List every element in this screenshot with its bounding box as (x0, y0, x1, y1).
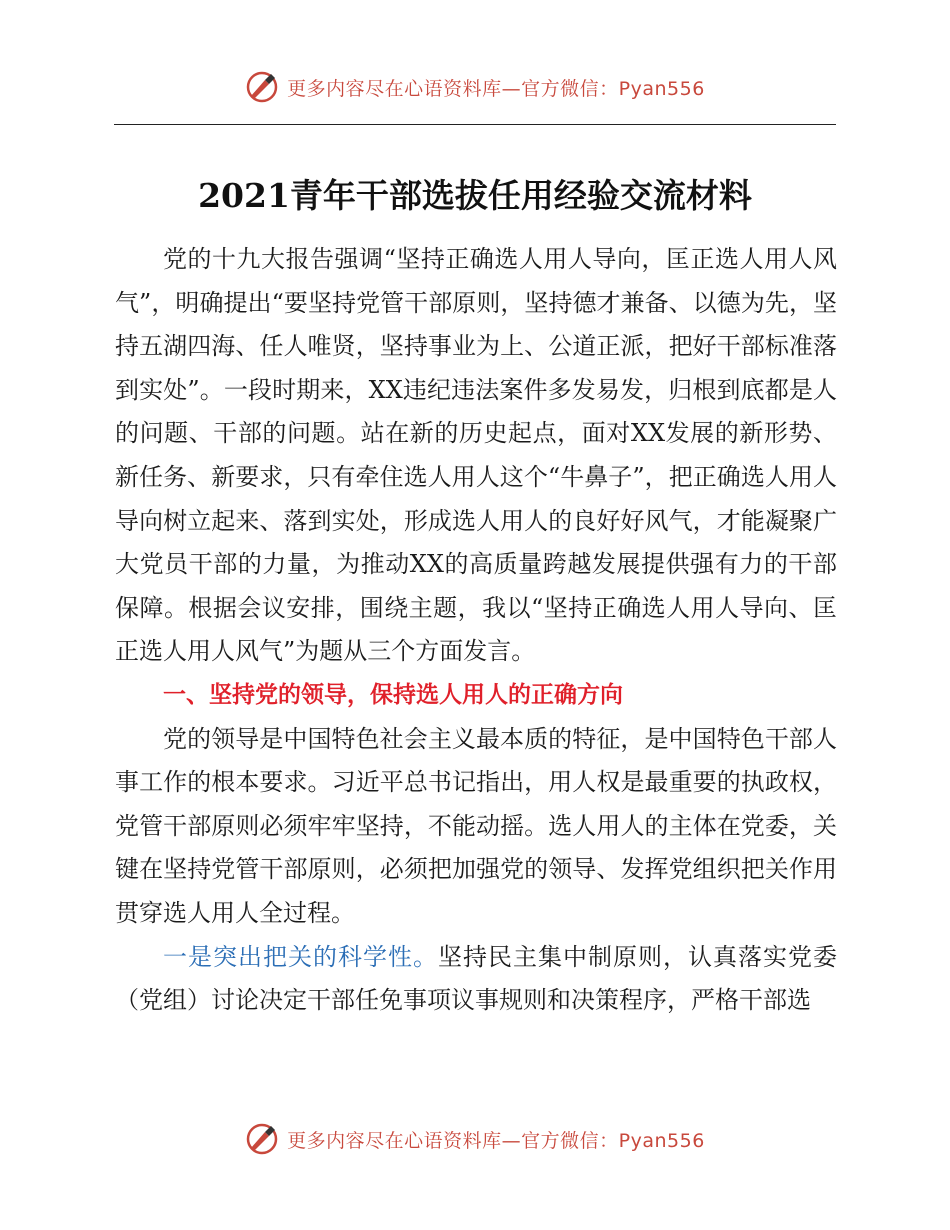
document-body (115, 238, 837, 1023)
footer-banner-text: 更多内容尽在心语资料库—官方微信：Pyan556 (287, 1129, 705, 1152)
section-heading-1: 一、坚持党的领导，保持选人用人的正确方向 (163, 681, 623, 708)
point-1-body: 坚持民主集中制原则，认真落实党委（党组）讨论决定干部任免事项议事规则和决策程序，严格干部选 (115, 942, 837, 1015)
section-1-paragraph: 党的领导是中国特色社会主义最本质的特征，是中国特色干部人事工作的根本要求。习近平总书记指出，用人权是最重要的执政权，党管干部原则必须牢牢坚持，不能动摇。选人用人的主体在党委，关键在坚持党管干部原则，必须把加强党的领导、发挥党组织把关作用贯穿选人用人全过程。 (115, 724, 837, 927)
pen-logo-icon (245, 1122, 279, 1156)
point-1-lead: 一是突出把关的科学性。 (163, 942, 438, 971)
header-divider (114, 124, 836, 125)
header-banner (0, 70, 950, 104)
point-1-paragraph (115, 936, 837, 1023)
pen-logo-icon (245, 70, 279, 104)
header-banner-text: 更多内容尽在心语资料库—官方微信：Pyan556 (287, 77, 705, 100)
footer-banner (0, 1122, 950, 1156)
intro-paragraph: 党的十九大报告强调“坚持正确选人用人导向，匡正选人用人风气”，明确提出“要坚持党管干部原则，坚持德才兼备、以德为先，坚持五湖四海、任人唯贤，坚持事业为上、公道正派，把好干部标准落到实处”。一段时期来，XX违纪违法案件多发易发，归根到底都是人的问题、干部的问题。站在新的历史起点，面对XX发展的新形势、新任务、新要求，只有牵住选人用人这个“牛鼻子”，把正确选人用人导向树立起来、落到实处，形成选人用人的良好好风气，才能凝聚广大党员干部的力量，为推动XX的高质量跨越发展提供强有力的干部保障。根据会议安排，围绕主题，我以“坚持正确选人用人导向、匡正选人用人风气”为题从三个方面发言。 (115, 245, 837, 666)
document-title: 2021青年干部选拔任用经验交流材料 (198, 176, 752, 215)
